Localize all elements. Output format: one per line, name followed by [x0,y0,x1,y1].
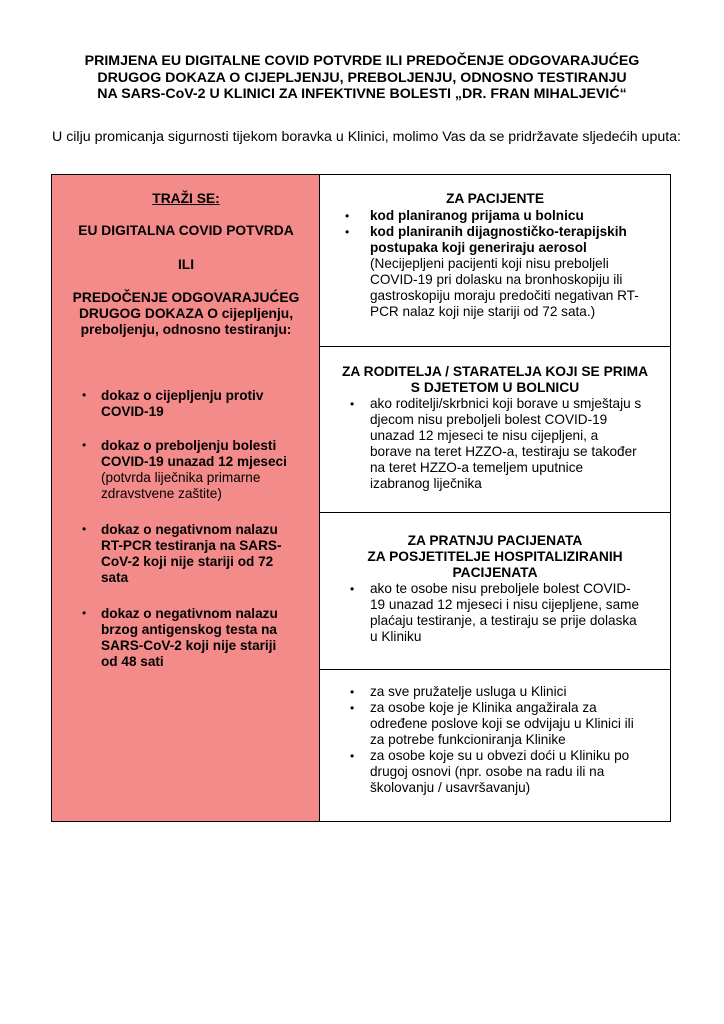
patients-heading: ZA PACIJENTE [445,191,545,206]
or-label: ILI [177,257,195,272]
list-item: • ako roditelji/skrbnici koji borave u smještaju s djecom nisu preboljeli bolest COVID-19 unazad 12 mjeseci te nisu cijepljeni, a borave na teret HZZO-a, testiraju se također na teret HZZO-a temeljem uputnice izabranog liječnika [350,396,642,491]
bullet-icon: • [345,225,350,239]
bullet-icon: • [350,582,355,596]
bullet-icon: • [350,701,355,715]
list-item: • kod planiranog prijama u bolnicu [345,208,584,223]
title-line: PRIMJENA EU DIGITALNE COVID POTVRDE ILI PREDOČENJE ODGOVARAJUĆEG [84,53,640,69]
list-item: • dokaz o negativnom nalazu RT-PCR testiranja na SARS- CoV-2 koji nije stariji od 72 sata [82,522,282,585]
list-item: • za osobe koje je Klinika angažirala za određene poslove koji se odvijaju u Klinici ili za potrebe funkcioniranja Klinike [350,700,634,747]
required-proofs-panel [52,175,320,821]
patients-section [320,175,670,347]
list-item: • ako te osobe nisu preboljele bolest COVID- 19 unazad 12 mjeseci i nisu cijepljene, same plaćaju testiranje, a testiraju se prije dolaska u Kliniku [350,581,640,644]
escort-section [320,513,670,670]
required-heading: TRAŽI SE: [152,191,220,206]
list-item: • za osobe koje su u obvezi doći u Kliniku po drugoj osnovi (npr. osobe na radu ili na školovanju / usavršavanju) [350,748,630,795]
eu-pass-label: EU DIGITALNA COVID POTVRDA [78,223,294,238]
intro-text: U cilju promicanja sigurnosti tijekom boravka u Klinici, molimo Vas da se pridržavate sljedećih uputa: [52,129,681,145]
bullet-icon: • [82,388,87,402]
proof-list [52,388,320,676]
escort-heading: ZA PRATNJU PACIJENATA ZA POSJETITELJE HOSPITALIZIRANIH PACIJENATA [367,533,623,580]
list-item: • dokaz o negativnom nalazu brzog antigenskog testa na SARS-CoV-2 koji nije stariji od 48 sati [82,606,278,669]
bullet-icon: • [82,438,87,452]
list-item: • dokaz o cijepljenju protiv COVID-19 [82,388,264,419]
document-title [60,53,664,103]
providers-section [320,670,670,821]
list-item: • kod planiranih dijagnostičko-terapijskih postupaka koji generiraju aerosol (Necijepljeni pacijenti koji nisu preboljeli COVID-19 pri dolasku na bronhoskopiju ili gastroskopiju moraju predočiti negativan RT- PCR nalaz koji nije stariji od 72 sata.) [345,224,639,319]
bullet-icon: • [82,606,87,620]
bullet-icon: • [350,749,355,763]
list-item: • dokaz o preboljenju bolesti COVID-19 unazad 12 mjeseci (potvrda liječnika primarne zdravstvene zaštite) [82,438,287,501]
bullet-icon: • [350,685,355,699]
other-proof-label: PREDOČENJE ODGOVARAJUĆEG DRUGOG DOKAZA O cijepljenju, preboljenju, odnosno testiranju: [72,290,300,337]
bullet-icon: • [350,397,355,411]
list-item: • za sve pružatelje usluga u Klinici [350,684,567,699]
title-line: NA SARS-CoV-2 U KLINICI ZA INFEKTIVNE BOLESTI „DR. FRAN MIHALJEVIĆ“ [97,86,627,102]
bullet-icon: • [345,209,350,223]
parents-heading: ZA RODITELJA / STARATELJA KOJI SE PRIMA S DJETETOM U BOLNICU [341,364,649,395]
rules-table [51,174,671,822]
bullet-icon: • [82,522,87,536]
parents-section [320,347,670,513]
title-line: DRUGOG DOKAZA O CIJEPLJENJU, PREBOLJENJU, ODNOSNO TESTIRANJU [97,69,627,86]
